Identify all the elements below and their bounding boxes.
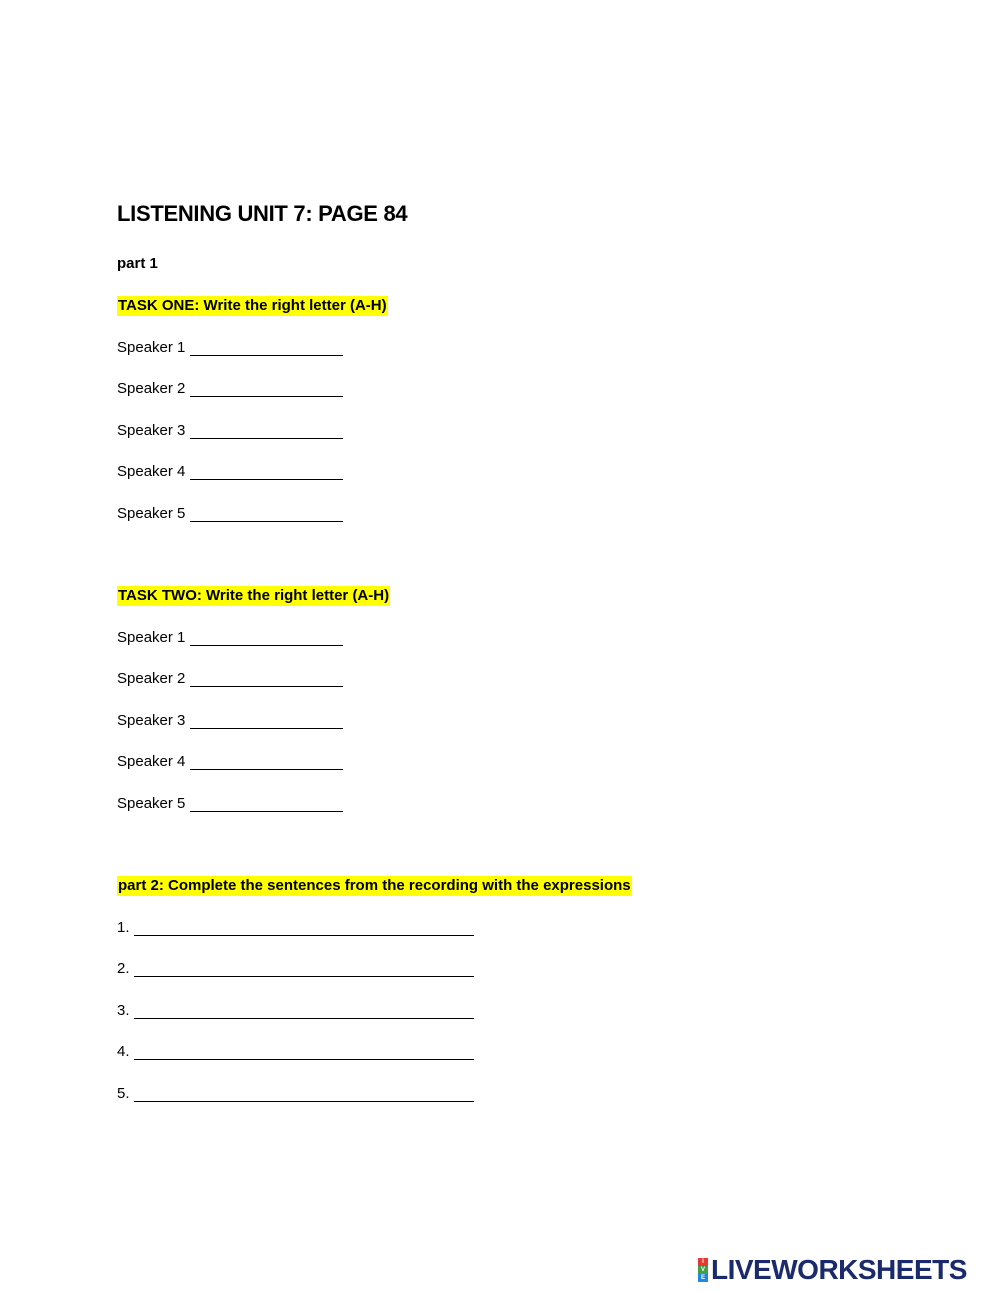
answer-blank[interactable] [190,630,343,646]
part-two-heading [117,877,632,894]
logo-block: E [698,1274,708,1282]
answer-blank[interactable] [190,506,343,522]
task-two-item [117,753,343,770]
part-one-label: part 1 [117,255,158,272]
task-one-heading-text: TASK ONE: Write the right letter (A-H) [118,297,387,314]
task-one-item [117,505,343,522]
sentence-item [117,1002,474,1019]
task-one-item [117,463,343,480]
sentence-item [117,960,474,977]
speaker-label: Speaker 3 [117,422,186,439]
answer-blank[interactable] [190,340,343,356]
answer-blank[interactable] [190,423,343,439]
sentence-blank[interactable] [134,1086,474,1102]
part-two-heading-text: part 2: Complete the sentences from the recording with the expressions [118,877,631,894]
task-one-heading [117,297,388,314]
logo-block: I [698,1258,708,1266]
logo-text: LIVEWORKSHEETS [711,1254,967,1285]
task-two-item [117,712,343,729]
speaker-label: Speaker 2 [117,380,186,397]
sentence-number: 5. [117,1085,130,1102]
sentence-item [117,919,474,936]
task-one-item [117,380,343,397]
task-two-item [117,629,343,646]
task-two-item [117,670,343,687]
speaker-label: Speaker 1 [117,629,186,646]
answer-blank[interactable] [190,796,343,812]
speaker-label: Speaker 1 [117,339,186,356]
answer-blank[interactable] [190,754,343,770]
sentence-blank[interactable] [134,1044,474,1060]
sentence-blank[interactable] [134,920,474,936]
task-two-heading [117,587,390,604]
speaker-label: Speaker 4 [117,753,186,770]
speaker-label: Speaker 5 [117,795,186,812]
answer-blank[interactable] [190,381,343,397]
speaker-label: Speaker 3 [117,712,186,729]
task-one-item [117,339,343,356]
sentence-number: 1. [117,919,130,936]
sentence-item [117,1085,474,1102]
answer-blank[interactable] [190,671,343,687]
sentence-number: 2. [117,960,130,977]
speaker-label: Speaker 2 [117,670,186,687]
liveworksheets-logo[interactable] [698,1254,967,1286]
speaker-label: Speaker 5 [117,505,186,522]
task-one-item [117,422,343,439]
sentence-number: 3. [117,1002,130,1019]
page-title: LISTENING UNIT 7: PAGE 84 [117,201,408,226]
task-two-item [117,795,343,812]
sentence-blank[interactable] [134,1003,474,1019]
sentence-item [117,1043,474,1060]
logo-block: V [698,1266,708,1274]
sentence-blank[interactable] [134,961,474,977]
logo-blocks-icon [698,1258,708,1282]
speaker-label: Speaker 4 [117,463,186,480]
answer-blank[interactable] [190,713,343,729]
sentence-number: 4. [117,1043,130,1060]
answer-blank[interactable] [190,464,343,480]
task-two-heading-text: TASK TWO: Write the right letter (A-H) [118,587,390,604]
